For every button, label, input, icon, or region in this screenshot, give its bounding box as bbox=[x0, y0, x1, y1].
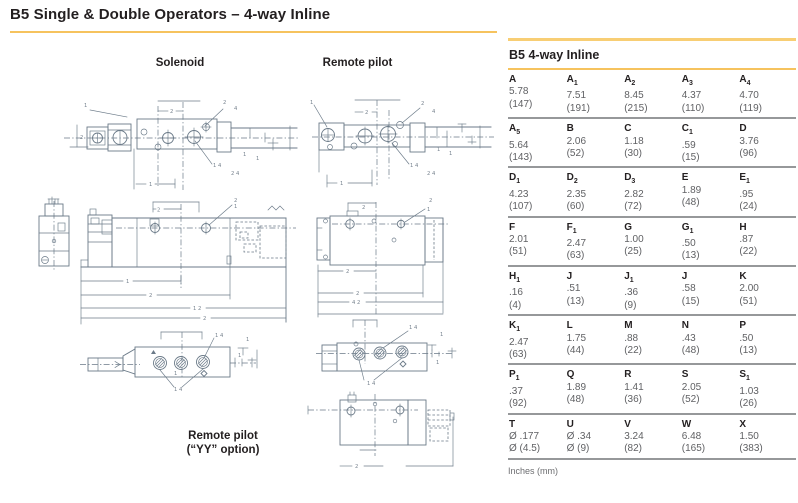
dim-label: $S_1$ bbox=[739, 369, 750, 383]
title-rule bbox=[10, 31, 497, 33]
port-circle bbox=[154, 357, 167, 370]
dim-value-inches: 1.41 bbox=[624, 381, 644, 393]
page-title: B5 Single & Double Operators – 4-way Inline bbox=[10, 6, 331, 23]
dim-callout: 2 bbox=[421, 101, 425, 107]
dimension-lines bbox=[340, 417, 453, 466]
dim-cell-F1 bbox=[566, 222, 624, 263]
dimension-lines bbox=[161, 332, 214, 378]
dim-callout: 4 bbox=[234, 106, 238, 112]
dim-label: $E_1$ bbox=[739, 172, 750, 186]
solenoid-operator bbox=[87, 124, 131, 151]
dim-value-mm: (13) bbox=[566, 295, 585, 307]
dim-callout: 2 4 bbox=[231, 171, 240, 177]
dim-callout: 1 bbox=[234, 204, 238, 210]
dim-cell-C bbox=[623, 123, 681, 164]
port-circle bbox=[396, 346, 408, 358]
dim-cell-U bbox=[566, 419, 624, 456]
dim-value-inches: 2.47 bbox=[566, 238, 587, 250]
dim-label: U bbox=[566, 418, 574, 430]
callout-leaders bbox=[160, 369, 203, 387]
dim-value-mm: (51) bbox=[739, 295, 758, 307]
dim-label: P bbox=[739, 320, 747, 332]
dim-label: J bbox=[566, 270, 573, 282]
dim-value-mm: (215) bbox=[624, 102, 648, 114]
dim-cell-E1 bbox=[738, 172, 796, 213]
side-view-body bbox=[81, 206, 296, 322]
dim-label: Q bbox=[566, 369, 575, 381]
dim-value-inches: Ø .34 bbox=[566, 430, 592, 442]
dim-value-inches: 2.01 bbox=[509, 234, 529, 246]
dim-value-inches: 1.18 bbox=[624, 135, 644, 147]
dim-label: $A_5$ bbox=[509, 123, 521, 137]
dim-value-inches: .87 bbox=[739, 234, 754, 246]
dim-value-inches: 2.47 bbox=[509, 336, 529, 348]
table-row bbox=[508, 119, 796, 168]
dim-label: $D_2$ bbox=[566, 172, 578, 186]
dim-cell-K1 bbox=[508, 320, 566, 361]
dim-callout: 1 bbox=[340, 181, 344, 187]
dim-value-mm: (22) bbox=[739, 246, 758, 258]
dimension-table-rows bbox=[508, 70, 796, 460]
dim-value-mm: (48) bbox=[681, 197, 700, 209]
port-circle bbox=[374, 347, 386, 359]
dim-label: $K_1$ bbox=[509, 320, 521, 334]
dim-value-mm: (147) bbox=[509, 98, 533, 110]
dim-cell-D2 bbox=[566, 172, 624, 213]
dim-label: A bbox=[509, 74, 517, 85]
yy-option-label-line2: (“YY” option) bbox=[186, 444, 260, 456]
dim-value-inches: 3.76 bbox=[739, 135, 759, 147]
remote-pilot-top-view-drawing bbox=[308, 86, 498, 198]
dim-callout: 1 bbox=[310, 100, 314, 106]
dim-label: R bbox=[624, 369, 632, 381]
dim-cell-J bbox=[681, 271, 739, 312]
dim-value-inches: 2.06 bbox=[566, 135, 587, 147]
dim-value-mm: (15) bbox=[681, 295, 700, 307]
dim-cell-Q bbox=[566, 369, 624, 410]
dim-label: $D_3$ bbox=[624, 172, 636, 186]
dim-label: $P_1$ bbox=[509, 369, 520, 383]
dim-cell-X bbox=[738, 419, 796, 456]
dim-callout: 1 4 bbox=[174, 387, 183, 393]
dim-value-inches: 1.89 bbox=[566, 381, 587, 393]
dim-value-mm: (30) bbox=[624, 148, 642, 160]
dim-cell-B bbox=[566, 123, 624, 164]
right-ticks bbox=[428, 345, 456, 358]
dim-callout: 2 bbox=[157, 207, 161, 214]
dim-value-mm: (48) bbox=[681, 344, 700, 356]
dim-label: $H_1$ bbox=[509, 270, 521, 284]
dim-callout: 4 bbox=[432, 109, 436, 115]
dim-label: $A_1$ bbox=[566, 74, 578, 87]
dim-value-inches: 1.00 bbox=[624, 234, 644, 246]
table-row bbox=[508, 70, 796, 119]
dim-cell-M bbox=[623, 320, 681, 361]
side-view-body bbox=[340, 392, 454, 445]
dim-label: M bbox=[624, 320, 633, 332]
dim-callout: 1 bbox=[174, 371, 178, 377]
dim-cell-A3 bbox=[681, 74, 739, 115]
dim-cell-E bbox=[681, 172, 739, 213]
dim-cell-R bbox=[623, 369, 681, 410]
dim-callout: 2 bbox=[170, 109, 174, 115]
dim-value-inches: .37 bbox=[509, 385, 523, 397]
dim-cell-L bbox=[566, 320, 624, 361]
dim-value-mm: (15) bbox=[681, 152, 700, 164]
dim-value-inches: 4.37 bbox=[681, 90, 702, 102]
dim-value-inches: .88 bbox=[624, 332, 639, 344]
valve-body-top bbox=[137, 119, 297, 152]
dim-label: G bbox=[624, 221, 632, 233]
dim-callout: 1 bbox=[440, 332, 444, 338]
dim-value-mm: (51) bbox=[509, 246, 527, 258]
port-circle bbox=[197, 356, 210, 369]
dim-cell-P bbox=[738, 320, 796, 361]
solenoid-side-view-drawing bbox=[38, 196, 306, 336]
dim-callout: 2 bbox=[355, 464, 359, 470]
dim-value-mm: (119) bbox=[739, 102, 762, 114]
dim-callout: 2 bbox=[362, 205, 366, 211]
dim-value-inches: .43 bbox=[681, 332, 696, 344]
dim-value-mm: (44) bbox=[566, 344, 585, 356]
dim-cell-K bbox=[738, 271, 796, 312]
dim-label: C bbox=[624, 123, 632, 135]
dim-value-mm: (26) bbox=[739, 398, 758, 410]
dim-value-inches: 4.70 bbox=[739, 90, 759, 102]
dim-value-inches: 2.05 bbox=[681, 381, 702, 393]
dim-callout: 1 bbox=[427, 207, 431, 213]
dim-value-inches: .36 bbox=[624, 287, 639, 299]
valve-body-bottom bbox=[337, 342, 427, 371]
table-row bbox=[508, 267, 796, 316]
dim-value-inches: 5.64 bbox=[509, 139, 529, 151]
clamp-bracket bbox=[317, 218, 330, 260]
valve-body-bottom bbox=[135, 347, 230, 377]
dimension-table bbox=[508, 38, 796, 476]
dim-value-inches: .95 bbox=[739, 188, 754, 200]
dim-value-inches: 1.89 bbox=[681, 184, 702, 196]
dim-label: $A_4$ bbox=[739, 74, 751, 87]
dim-cell-A4 bbox=[738, 74, 796, 115]
dim-cell-A5 bbox=[508, 123, 566, 164]
dim-label: $G_1$ bbox=[681, 221, 694, 235]
dim-value-mm: (48) bbox=[566, 394, 585, 406]
dim-value-inches: 6.48 bbox=[681, 430, 702, 442]
dim-callout: 2 bbox=[234, 198, 238, 204]
dim-value-inches: .50 bbox=[681, 238, 696, 250]
dim-value-mm: (13) bbox=[739, 344, 758, 356]
dim-label: $D_1$ bbox=[509, 172, 521, 186]
dim-callout: 1 2 bbox=[193, 306, 202, 312]
table-row bbox=[508, 365, 796, 414]
dim-cell-V bbox=[623, 419, 681, 456]
dim-value-mm: (92) bbox=[509, 398, 527, 410]
dim-callout: 1 4 bbox=[215, 333, 224, 339]
dim-cell-G bbox=[623, 222, 681, 263]
dim-value-mm: (52) bbox=[566, 148, 585, 160]
dim-value-mm: (96) bbox=[739, 148, 758, 160]
dim-callout: 2 bbox=[149, 293, 153, 299]
dim-callout: 2 bbox=[80, 135, 84, 141]
dim-value-mm: (165) bbox=[681, 443, 706, 455]
dim-value-inches: 2.82 bbox=[624, 188, 644, 200]
dim-value-inches: 7.51 bbox=[566, 90, 587, 102]
dim-cell-H1 bbox=[508, 271, 566, 312]
dim-value-mm: (191) bbox=[566, 102, 590, 114]
dim-label: $A_3$ bbox=[681, 74, 693, 87]
dim-cell-G1 bbox=[681, 222, 739, 263]
dim-value-mm: Ø (4.5) bbox=[509, 443, 541, 455]
dim-callout: 2 bbox=[223, 100, 227, 106]
yy-option-label-line1: Remote pilot bbox=[188, 430, 258, 442]
dim-callout: 1 4 bbox=[367, 381, 376, 387]
bottom-view-right-drawing bbox=[312, 318, 497, 394]
dim-label: E bbox=[681, 172, 689, 184]
dim-callout: 1 bbox=[126, 279, 130, 285]
solenoid-top-view-drawing bbox=[60, 86, 305, 198]
dim-label: L bbox=[566, 320, 573, 332]
dim-callout: 2 4 bbox=[427, 171, 436, 177]
dim-cell-F bbox=[508, 222, 566, 263]
end-view bbox=[39, 197, 69, 271]
dim-callout: 1 bbox=[149, 182, 153, 188]
dim-label: V bbox=[624, 418, 631, 430]
dim-value-inches: 2.35 bbox=[566, 188, 587, 200]
dim-value-inches: 2.00 bbox=[739, 283, 759, 295]
dim-value-mm: (82) bbox=[624, 443, 642, 455]
table-title: B5 4-way Inline bbox=[509, 48, 600, 62]
dim-label: T bbox=[509, 418, 516, 430]
dim-value-inches: 5.78 bbox=[509, 86, 529, 98]
dim-cell-T bbox=[508, 419, 566, 456]
dim-callout: 1 bbox=[256, 156, 260, 162]
dim-label: J bbox=[681, 270, 688, 282]
dim-cell-D3 bbox=[623, 172, 681, 213]
dim-label: $C_1$ bbox=[681, 123, 693, 137]
dim-value-mm: (63) bbox=[566, 250, 585, 262]
dim-cell-J bbox=[566, 271, 624, 312]
dim-label: X bbox=[739, 418, 747, 430]
pilot-tube bbox=[80, 349, 140, 374]
dim-value-mm: (63) bbox=[509, 348, 527, 360]
dim-label: D bbox=[739, 123, 747, 135]
dim-label: S bbox=[681, 369, 689, 381]
dim-value-mm: (36) bbox=[624, 394, 642, 406]
port-circle bbox=[175, 357, 188, 370]
table-row bbox=[508, 316, 796, 365]
dim-label: N bbox=[681, 320, 690, 332]
dim-callout: 1 bbox=[449, 151, 453, 157]
dim-callout: 4 2 bbox=[352, 300, 361, 306]
dim-value-mm: (24) bbox=[739, 201, 758, 213]
dim-value-inches: .59 bbox=[681, 139, 696, 151]
dim-callout: 1 bbox=[246, 337, 250, 343]
dim-cell-A1 bbox=[566, 74, 624, 115]
dim-cell-D1 bbox=[508, 172, 566, 213]
dim-value-mm: (110) bbox=[681, 102, 705, 114]
dim-value-inches: .50 bbox=[739, 332, 754, 344]
dim-cell-H bbox=[738, 222, 796, 263]
dim-cell-S1 bbox=[738, 369, 796, 410]
dim-value-inches: 1.50 bbox=[739, 430, 759, 442]
dim-label: F bbox=[509, 221, 516, 233]
dim-value-mm: (25) bbox=[624, 246, 642, 258]
dim-cell-D bbox=[738, 123, 796, 164]
dim-value-inches: Ø .177 bbox=[509, 430, 540, 442]
dim-label: K bbox=[739, 270, 747, 282]
dim-callout: 1 bbox=[436, 360, 440, 366]
dim-callout: 2 bbox=[429, 198, 433, 204]
table-row bbox=[508, 218, 796, 267]
dim-cell-J1 bbox=[623, 271, 681, 312]
dim-callout: 1 4 bbox=[409, 325, 418, 331]
dim-callout: 1 bbox=[84, 103, 88, 109]
dim-value-mm: (60) bbox=[566, 201, 585, 213]
dim-cell-A bbox=[508, 74, 566, 115]
dim-cell-N bbox=[681, 320, 739, 361]
dim-value-inches: .58 bbox=[681, 283, 696, 295]
dim-label: $F_1$ bbox=[566, 221, 577, 235]
solenoid-view-label: Solenoid bbox=[155, 57, 205, 69]
dim-callout: 2 bbox=[346, 269, 350, 275]
dim-cell-S bbox=[681, 369, 739, 410]
dim-value-mm: (22) bbox=[624, 344, 642, 356]
dim-callout: 1 bbox=[238, 353, 242, 359]
bottom-view-left-drawing bbox=[78, 330, 313, 410]
callout-leaders bbox=[359, 358, 402, 380]
dim-callout: 1 4 bbox=[410, 163, 419, 169]
yy-option-label bbox=[148, 429, 298, 457]
dim-callout: 1 bbox=[243, 152, 247, 158]
dim-value-mm: (383) bbox=[739, 443, 763, 455]
side-view-body bbox=[330, 211, 448, 313]
dim-value-inches: 1.03 bbox=[739, 385, 759, 397]
dim-callout: 2 bbox=[203, 316, 207, 322]
dim-callout: 2 bbox=[365, 110, 369, 116]
right-ticks bbox=[230, 348, 257, 368]
dim-value-mm: Ø (9) bbox=[566, 443, 590, 455]
dim-label: $J_1$ bbox=[624, 270, 634, 284]
dim-cell-A2 bbox=[623, 74, 681, 115]
dim-value-mm: (4) bbox=[509, 299, 522, 311]
port-circle bbox=[353, 348, 365, 360]
left-block bbox=[322, 345, 337, 371]
dim-value-mm: (107) bbox=[509, 201, 533, 213]
dimension-lines bbox=[318, 203, 443, 317]
dim-callout: 2 bbox=[356, 291, 360, 297]
table-row bbox=[508, 168, 796, 217]
dim-value-inches: 8.45 bbox=[624, 90, 644, 102]
dim-label: B bbox=[566, 123, 574, 135]
dim-value-inches: 3.24 bbox=[624, 430, 644, 442]
dim-label: $A_2$ bbox=[624, 74, 636, 87]
dim-cell-W bbox=[681, 419, 739, 456]
dim-value-mm: (72) bbox=[624, 201, 642, 213]
dim-callout: 1 4 bbox=[213, 163, 222, 169]
dim-value-inches: 1.75 bbox=[566, 332, 587, 344]
dim-value-mm: (143) bbox=[509, 152, 533, 164]
yy-option-side-view-drawing bbox=[300, 388, 513, 493]
dim-value-mm: (52) bbox=[681, 394, 700, 406]
remote-pilot-view-label: Remote pilot bbox=[322, 57, 393, 69]
table-row bbox=[508, 415, 796, 460]
dim-cell-C1 bbox=[681, 123, 739, 164]
dim-cell-P1 bbox=[508, 369, 566, 410]
dim-value-mm: (9) bbox=[624, 299, 637, 311]
dim-value-mm: (13) bbox=[681, 250, 700, 262]
dim-label: W bbox=[681, 418, 692, 430]
dim-callout: 1 bbox=[437, 147, 441, 153]
dim-value-inches: 4.23 bbox=[509, 188, 529, 200]
pilot-block bbox=[319, 123, 344, 150]
dim-label: H bbox=[739, 221, 747, 233]
table-unit-note: Inches (mm) bbox=[508, 465, 559, 476]
dim-value-inches: .16 bbox=[509, 287, 523, 299]
dim-value-inches: .51 bbox=[566, 283, 581, 295]
